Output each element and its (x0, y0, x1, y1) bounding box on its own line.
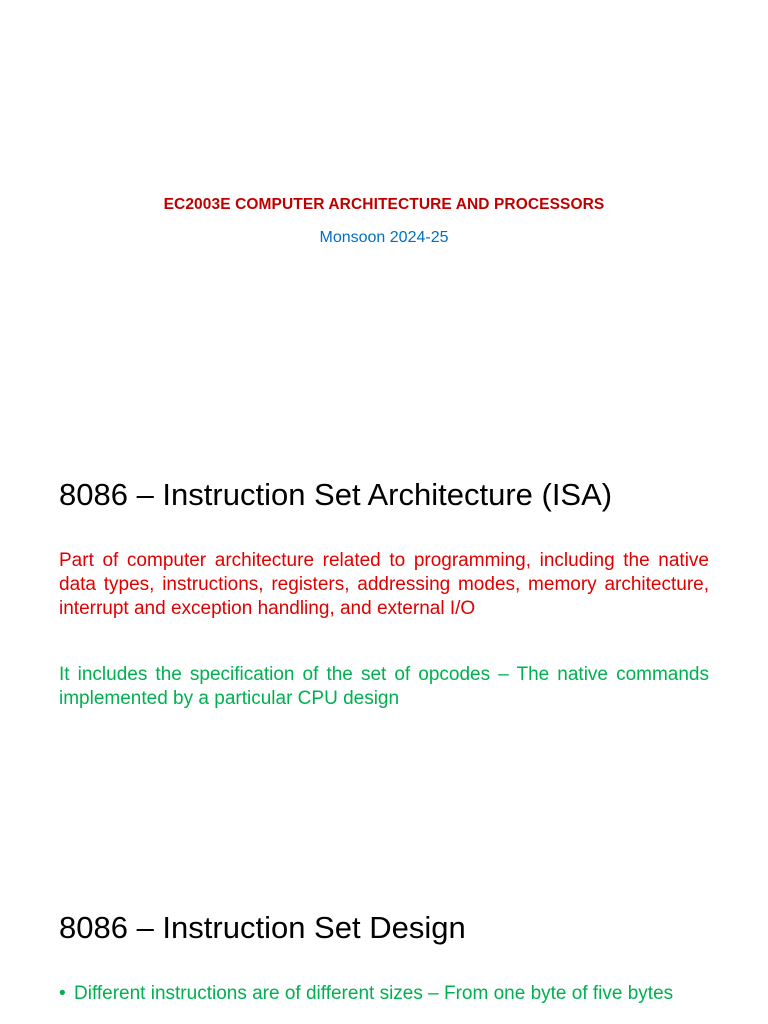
instruction-set-design-heading: 8086 – Instruction Set Design (59, 910, 466, 945)
isa-definition-paragraph: Part of computer architecture related to programming, including the native data types, instructions, registers, addressing modes, memory architecture, interrupt and exception handling, and external I/O (59, 550, 709, 619)
isa-heading: 8086 – Instruction Set Architecture (ISA) (59, 477, 613, 512)
list-item (59, 982, 709, 1006)
term-label: Monsoon 2024-25 (319, 229, 449, 246)
isa-opcodes-paragraph: It includes the specification of the set of opcodes – The native commands implemented by a particular CPU design (59, 664, 709, 709)
course-title: EC2003E COMPUTER ARCHITECTURE AND PROCESSORS (163, 196, 605, 213)
design-bullet-list (59, 982, 709, 1006)
bullet-text: Different instructions are of different sizes – From one byte of five bytes (74, 983, 674, 1004)
bullet-marker: • (59, 983, 66, 1004)
